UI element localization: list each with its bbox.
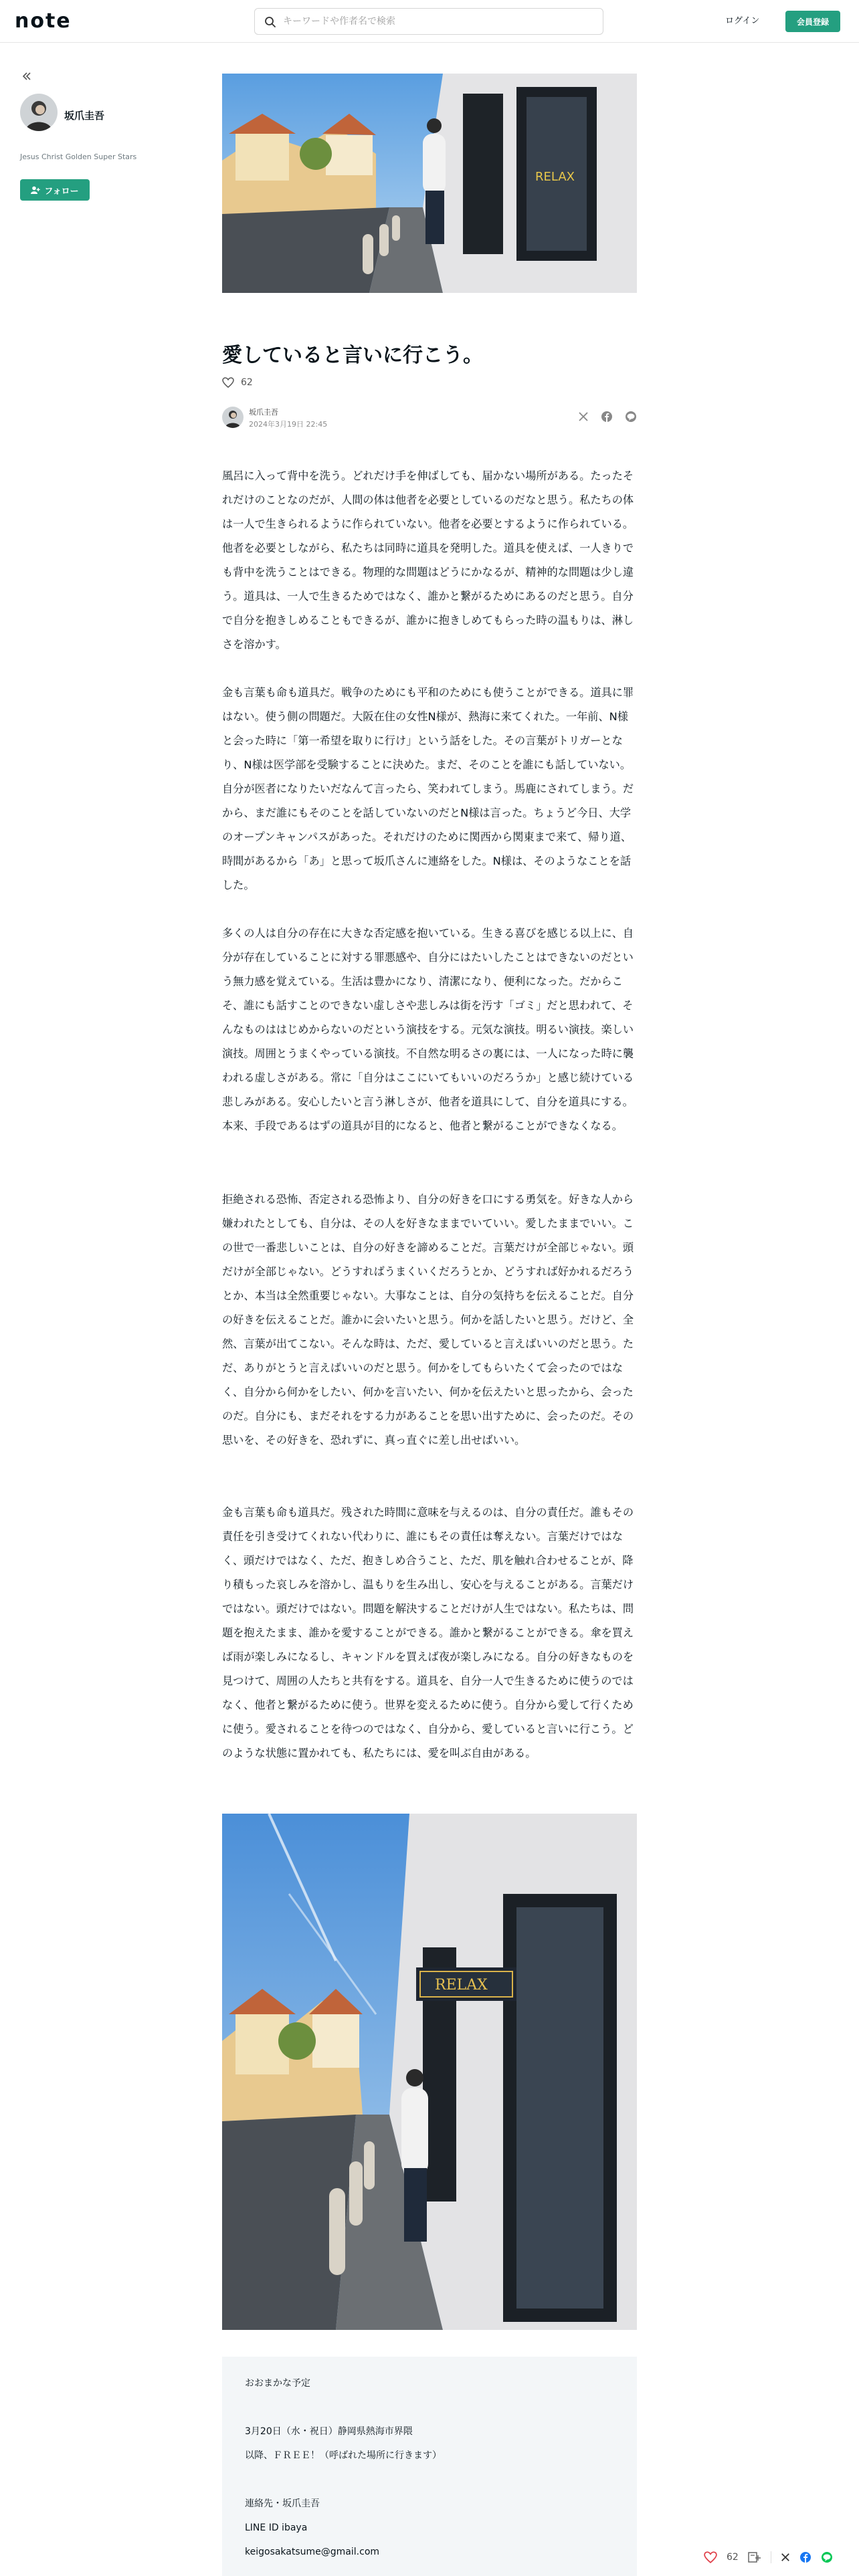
creator-bio: Jesus Christ Golden Super Stars (20, 152, 137, 161)
add-user-icon (31, 186, 40, 194)
article-paragraph: 金も言葉も命も道具だ。戦争のためにも平和のためにも使うことができる。道具に罪はない。使う側の問題だ。大阪在住の女性N様が、熱海に来てくれた。一年前、N様と会った時に「第一希望を取りに行け」という話をした。その言葉がトリガーとなり、N様は医学部を受験することに決めた。まだ、そのことを誰にも話していない。自分が医者になりたいだなんて言ったら、笑われてしまう。馬鹿にされてしまう。だから、まだ誰にもそのことを話していないのだとN様は言った。ちょうど今日、大学のオープンキャンパスがあった。それだけのために関西から関東まで来て、帰り道、時間があるから「あ」と思って坂爪さんに連絡をした。N様は、そのようなことを話した。 (222, 686, 634, 891)
like-area (222, 377, 253, 388)
photo-sign-text: RELAX (435, 1977, 488, 1994)
line-share-icon[interactable] (625, 411, 637, 423)
article-author-row (222, 405, 637, 432)
floating-action-bar (704, 2543, 859, 2572)
follow-button[interactable] (20, 179, 90, 201)
author-avatar[interactable] (222, 407, 244, 428)
note-logo[interactable] (15, 9, 72, 32)
login-link[interactable]: ログイン (725, 16, 760, 26)
search-box[interactable] (254, 8, 603, 35)
author-name[interactable]: 坂爪圭吾 (249, 408, 278, 417)
contact-email[interactable]: keigosakatsume@gmail.com (245, 2547, 380, 2557)
floating-like-count[interactable]: 62 (727, 2552, 739, 2563)
line-id: LINE ID ibaya (245, 2523, 308, 2533)
schedule-heading: おおまかな予定 (245, 2378, 310, 2389)
site-header (0, 0, 859, 43)
x-share-icon[interactable] (578, 411, 589, 422)
logo-text: note (15, 9, 72, 33)
like-count[interactable]: 62 (241, 377, 253, 388)
signup-button[interactable]: 会員登録 (785, 11, 840, 32)
facebook-share-icon[interactable] (799, 2551, 812, 2563)
follow-label: フォロー (44, 185, 79, 196)
creator-name[interactable]: 坂爪圭吾 (64, 110, 105, 122)
x-share-icon[interactable] (781, 2553, 790, 2562)
schedule-line: 以降、ＦＲＥＥ！（呼ばれた場所に行きます） (245, 2450, 442, 2461)
article-paragraph: 拒絶される恐怖、否定される恐怖より、自分の好きを口にする勇気を。好きな人から嫌われたとしても、自分は、その人を好きなままでいていい。愛したままでいい。この世で一番悲しいことは、自分の好きを諦めることだ。言葉だけが全部じゃない。頭だけが全部じゃない。どうすればうまくいくだろうとか、どうすれば好かれるだろうとか、本当は全然重要じゃない。大事なことは、自分の気持ちを伝えることだ。自分の好きを伝えることだ。誰かに会いたいと思う。何かを話したいと思う。だけど、全然、言葉が出てこない。そんな時は、ただ、愛していると言えばいいのだと思う。ただ、ありがとうと言えばいいのだと思う。何かをしてもらいたくて会ったのではなく、自分から何かをしたい、何かを言いたい、何かを伝えたいと思ったから、会ったのだ。自分にも、まだそれをする力があることを思い出すために、会ったのだ。その思いを、その好きを、恐れずに、真っ直ぐに差し出せばいい。 (222, 1193, 634, 1446)
schedule-line: 3月20日（水・祝日）静岡県熱海市界隈 (245, 2426, 413, 2437)
article-paragraph: 金も言葉も命も道具だ。残された時間に意味を与えるのは、自分の責任だ。誰もその責任を引き受けてくれない代わりに、誰にもその責任は奪えない。言葉だけではなく、頭だけではなく、ただ、抱きしめ合うこと、ただ、肌を触れ合わせることが、降り積もった哀しみを溶かし、温もりを生み出し、安心を与えることがある。言葉だけではない。頭だけではない。問題を解決することだけが人生ではない。私たちは、問題を抱えたまま、誰かを愛することができる。誰かと繋がることができる。傘を買えば雨が楽しみになるし、キャンドルを買えば夜が楽しみになる。自分の好きなものを見つけて、周囲の人たちと共有をする。道具を、自分一人で生きるために使うのではなく、他者と繋がるために使う。世界を変えるために使う。自分から愛して行くために使う。愛されることを待つのではなく、自分から、愛していると言いに行こう。どのような状態に置かれても、私たちには、愛を叫ぶ自由がある。 (222, 1506, 634, 1759)
hero-image (222, 74, 637, 293)
article-paragraph: 風呂に入って背中を洗う。どれだけ手を伸ばしても、届かない場所がある。たったそれだけのことなのだが、人間の体は他者を必要としているのだなと思う。私たちの体は一人で生きられるように作られていない。他者を必要とするように作られている。他者を必要としながら、私たちは同時に道具を発明した。道具を使えば、一人きりでも背中を洗うことはできる。物理的な問題はどうにかなるが、精神的な問題は少し違う。道具は、一人で生きるためではなく、誰かと繋がるためにあるのだと思う。自分で自分を抱きしめることもできるが、誰かに抱きしめてもらった時の温もりは、淋しさを溶かす。 (222, 469, 634, 651)
magazine-add-icon[interactable] (748, 2551, 761, 2563)
creator-avatar[interactable] (20, 94, 58, 131)
publish-date: 2024年3月19日 22:45 (249, 420, 328, 429)
collapse-sidebar-icon[interactable] (20, 70, 33, 83)
article-title: 愛していると言いに行こう。 (222, 344, 483, 367)
heart-icon[interactable] (222, 377, 234, 388)
article-paragraph: 多くの人は自分の存在に大きな否定感を抱いている。生きる喜びを感じる以上に、自分が存在していることに対する罪悪感や、自分にはたいしたことはできないのだという無力感を覚えている。生活は豊かになり、清潔になり、便利になった。だからこそ、誰にも話すことのできない虚しさや悲しみは街を汚す「ゴミ」だと思われて、そんなものははじめからないのだという演技をする。元気な演技。明るい演技。楽しい演技。周囲とうまくやっている演技。不自然な明るさの裏には、一人になった時に襲われる虚しさがある。常に「自分はここにいてもいいのだろうか」と感じ続けている悲しみがある。安心したいと言う淋しさが、他者を道具にして、自分を道具にする。本来、手段であるはずの道具が目的になると、他者と繋がることができなくなる。 (222, 927, 634, 1132)
article-photo (222, 1814, 637, 2330)
facebook-share-icon[interactable] (601, 411, 613, 423)
contact-label: 連絡先・坂爪圭吾 (245, 2498, 320, 2509)
hero-sign-text: RELAX (535, 170, 575, 184)
line-share-icon[interactable] (821, 2551, 833, 2563)
heart-icon[interactable] (704, 2551, 717, 2563)
search-icon (264, 16, 276, 28)
search-input[interactable] (283, 16, 603, 27)
share-buttons (578, 411, 637, 423)
schedule-box (222, 2357, 637, 2576)
